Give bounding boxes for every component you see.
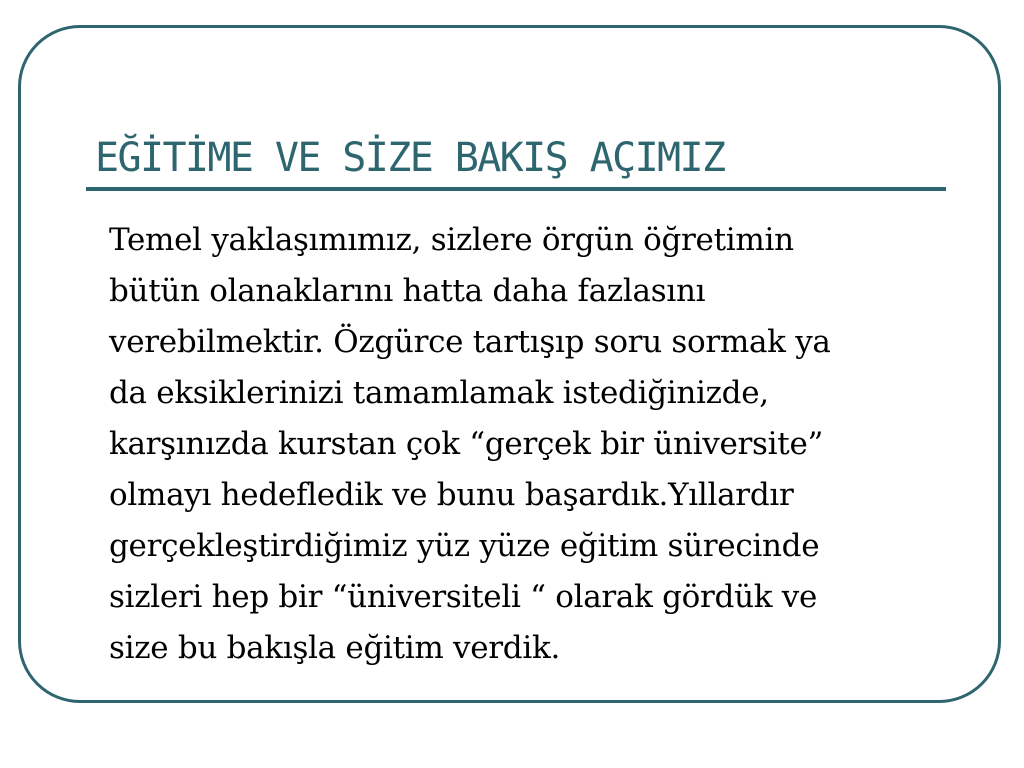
- body-line: size bu bakışla eğitim verdik.: [109, 630, 561, 666]
- title-underline: [86, 187, 946, 191]
- body-line: bütün olanaklarını hatta daha fazlasını: [109, 273, 706, 309]
- body-line: Temel yaklaşımımız, sizlere örgün öğretimin: [109, 222, 794, 258]
- body-line: olmayı hedefledik ve bunu başardık.Yıllardır: [109, 477, 794, 513]
- slide-title: EĞİTİME VE SİZE BAKIŞ AÇIMIZ: [95, 135, 725, 181]
- body-line: sizleri hep bir “üniversiteli “ olarak gördük ve: [109, 579, 818, 615]
- slide-body: [109, 215, 989, 674]
- body-line: da eksiklerinizi tamamlamak istediğinizde,: [109, 375, 769, 411]
- body-line: verebilmektir. Özgürce tartışıp soru sormak ya: [109, 324, 831, 360]
- body-line: gerçekleştirdiğimiz yüz yüze eğitim sürecinde: [109, 528, 820, 564]
- body-line: karşınızda kurstan çok “gerçek bir üniversite”: [109, 426, 824, 462]
